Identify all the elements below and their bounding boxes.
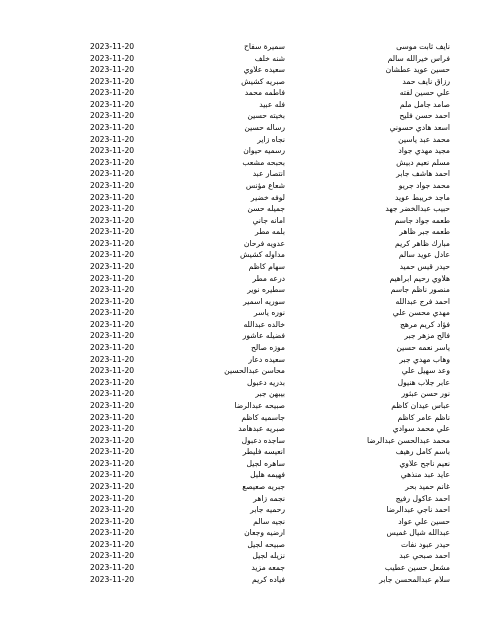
list-item [0,145,494,157]
mother-name: ارضيه وجعان [244,528,285,538]
record-date: 2023-11-20 [90,273,135,283]
mother-name: امانه جاني [252,215,285,225]
full-name: نعيم ناجح علاوي [399,458,450,468]
list-item [0,574,494,586]
mother-name: فله عبيد [259,99,285,109]
list-item [0,249,494,261]
record-date: 2023-11-20 [90,343,135,353]
list-item [0,562,494,574]
record-date: 2023-11-20 [90,308,135,318]
record-date: 2023-11-20 [90,516,135,526]
full-name: ياسر نعمه حسين [396,343,450,353]
list-item [0,192,494,204]
record-date: 2023-11-20 [90,574,135,584]
mother-name: جميله حسن [247,204,285,214]
list-item [0,481,494,493]
full-name: مبارك ظاهر كريم [395,238,450,248]
record-date: 2023-11-20 [90,285,135,295]
full-name: طعمه جواد جاسم [394,215,450,225]
full-name: منصور ناظم جاسم [390,285,450,295]
list-item [0,284,494,296]
list-item [0,458,494,470]
mother-name: صبيحه عبدالرضا [234,400,285,410]
mother-name: لوفه خضير [250,192,285,202]
full-name: غانم حميد بحر [405,481,450,491]
full-name: حبيب عبدالخضر جهد [385,204,450,214]
list-item [0,157,494,169]
full-name: اسعد هادي حسوني [389,123,450,133]
record-date: 2023-11-20 [90,76,135,86]
full-name: احمد ناجي عبدالرضا [386,505,450,515]
record-date: 2023-11-20 [90,99,135,109]
record-date: 2023-11-20 [90,366,135,376]
list-item [0,226,494,238]
list-item [0,99,494,111]
mother-name: رحميه جابر [250,505,285,515]
mother-name: فهيمه هليل [250,470,285,480]
list-item [0,296,494,308]
record-date: 2023-11-20 [90,412,135,422]
list-item [0,469,494,481]
list-item [0,493,494,505]
mother-name: سعيده دعار [248,354,285,364]
full-name: احمد هاشف جابر [396,169,450,179]
mother-name: سوريه اسمير [243,296,285,306]
full-name: علي حسين لفته [399,88,450,98]
mother-name: عدويه فرحان [243,238,285,248]
list-item [0,365,494,377]
mother-name: رسميه حيوان [243,146,285,156]
record-date: 2023-11-20 [90,65,135,75]
record-date: 2023-11-20 [90,111,135,121]
mother-name: سهام كاظم [248,261,285,271]
record-date: 2023-11-20 [90,551,135,561]
mother-name: جمعه مزيد [251,563,285,573]
mother-name: شعاع مؤنس [245,180,285,190]
list-item [0,504,494,516]
record-date: 2023-11-20 [90,42,135,51]
full-name: علي محمد سوادي [392,424,450,434]
full-name: عابر جلاب هنيول [397,377,450,387]
full-name: باسم كامل رهيف [395,447,450,457]
list-item [0,122,494,134]
record-date: 2023-11-20 [90,169,135,179]
record-date: 2023-11-20 [90,238,135,248]
mother-name: موزه صالح [250,343,285,353]
full-name: صامد جامل ملم [399,99,450,109]
full-name: وعد سهيل علي [401,366,450,376]
full-name: مشعل حسين عطيب [384,563,450,573]
record-date: 2023-11-20 [90,377,135,387]
mother-name: نزيله لجيل [252,551,285,561]
list-item [0,423,494,435]
full-name: محمد جواد جريو [398,180,450,190]
full-name: حسين علي عواد [398,516,450,526]
record-date: 2023-11-20 [90,146,135,156]
list-item [0,527,494,539]
full-name: سلام عبدالمحسن جابر [379,574,450,584]
record-date: 2023-11-20 [90,215,135,225]
record-date: 2023-11-20 [90,88,135,98]
mother-name: نجيه سالم [253,516,285,526]
record-date: 2023-11-20 [90,400,135,410]
list-item [0,203,494,215]
mother-name: محاسن عبدالحسين [224,366,285,376]
mother-name: ساهره لجيل [246,458,285,468]
record-date: 2023-11-20 [90,123,135,133]
full-name: مجيد مهدي جواد [398,146,450,156]
full-name: فراس خيرالله سالم [387,53,450,63]
list-item [0,354,494,366]
mother-name: فضيله عاشور [242,331,285,341]
full-name: فؤاد كريم مرهج [399,319,450,329]
list-item [0,516,494,528]
mother-name: بدريه دعبول [246,377,285,387]
record-date: 2023-11-20 [90,319,135,329]
record-date: 2023-11-20 [90,481,135,491]
mother-name: فياده كريم [252,574,285,584]
list-item [0,330,494,342]
list-item [0,64,494,76]
record-date: 2023-11-20 [90,192,135,202]
list-item [0,539,494,551]
records-list [0,41,494,585]
list-item [0,168,494,180]
mother-name: ساجده دعبول [241,435,285,445]
record-date: 2023-11-20 [90,261,135,271]
list-item [0,307,494,319]
mother-name: سطيره نوير [247,285,285,295]
full-name: عايد عبد منذهي [400,470,450,480]
mother-name: جبريه صعيصع [242,481,285,491]
mother-name: شنه خلف [254,53,285,63]
mother-name: سعيده علاوي [243,65,285,75]
list-item [0,273,494,285]
list-item [0,388,494,400]
mother-name: بيبهن جبر [255,389,285,399]
list-item [0,134,494,146]
record-date: 2023-11-20 [90,180,135,190]
mother-name: بحبحه مشعب [242,157,285,167]
list-item [0,215,494,227]
record-date: 2023-11-20 [90,53,135,63]
list-item [0,238,494,250]
full-name: ناظم عامر كاظم [397,412,450,422]
mother-name: انعيسه فليطر [242,447,285,457]
list-item [0,53,494,65]
mother-name: رساله حسين [244,123,285,133]
record-date: 2023-11-20 [90,528,135,538]
full-name: مهدي محسن علي [392,308,450,318]
record-date: 2023-11-20 [90,134,135,144]
full-name: مسلم نعيم دبيش [396,157,450,167]
mother-name: بلمه مطر [255,227,285,237]
full-name: احمد حسن فليح [399,111,450,121]
record-date: 2023-11-20 [90,493,135,503]
full-name: حسين عويد عطشان [385,65,450,75]
full-name: عباس عيدان كاظم [391,400,450,410]
mother-name: فاطمه محمد [244,88,285,98]
mother-name: انتصار عبد [252,169,285,179]
list-item [0,446,494,458]
list-item [0,76,494,88]
mother-name: مداوله كشيش [240,250,285,260]
record-date: 2023-11-20 [90,435,135,445]
list-item [0,400,494,412]
list-item [0,319,494,331]
full-name: عبدالله شيال غميس [386,528,450,538]
record-date: 2023-11-20 [90,389,135,399]
record-date: 2023-11-20 [90,331,135,341]
full-name: حيدر عبود نفات [400,539,450,549]
full-name: وهاب مهدي جبر [399,354,450,364]
list-item [0,412,494,424]
list-item [0,550,494,562]
mother-name: صبيحه لجيل [247,539,285,549]
full-name: حيدر قيس حميد [399,261,450,271]
list-item [0,435,494,447]
list-item [0,261,494,273]
mother-name: خالده عبدالله [243,319,285,329]
record-date: 2023-11-20 [90,157,135,167]
full-name: محمد عبد ياسين [398,134,450,144]
mother-name: صبريه كشيش [241,76,285,86]
mother-name: نجمه زاهر [253,493,285,503]
record-date: 2023-11-20 [90,227,135,237]
record-date: 2023-11-20 [90,296,135,306]
mother-name: درعه مطر [252,273,285,283]
full-name: ماجد خريبط عويد [395,192,450,202]
record-date: 2023-11-20 [90,204,135,214]
list-item [0,377,494,389]
mother-name: سميرة سفاح [243,42,285,51]
full-name: احمد فرج عبدالله [395,296,450,306]
mother-name: نوره ياسر [253,308,285,318]
list-item [0,180,494,192]
record-date: 2023-11-20 [90,458,135,468]
full-name: هلاوي رحيم ابراهيم [389,273,450,283]
full-name: نور حسن عبثور [401,389,450,399]
list-item [0,87,494,99]
record-date: 2023-11-20 [90,250,135,260]
record-date: 2023-11-20 [90,505,135,515]
mother-name: بخيته حسين [247,111,285,121]
record-date: 2023-11-20 [90,539,135,549]
mother-name: جاسميه كاظم [241,412,285,422]
full-name: احمد عاكول رفيج [395,493,450,503]
full-name: رزاق نايف حمد [402,76,450,86]
record-date: 2023-11-20 [90,447,135,457]
record-date: 2023-11-20 [90,470,135,480]
full-name: نايف ثابت موسى [396,42,450,51]
mother-name: نجاه زاير [257,134,285,144]
full-name: فالح مزهر جبر [404,331,450,341]
mother-name: صبريه عبدهامد [238,424,285,434]
full-name: احمد صبحي عبد [399,551,450,561]
full-name: عادل عويد سالم [398,250,450,260]
record-date: 2023-11-20 [90,424,135,434]
record-date: 2023-11-20 [90,563,135,573]
list-item [0,342,494,354]
full-name: محمد عبدالحسن عبدالرضا [366,435,450,445]
list-item [0,41,494,53]
list-item [0,110,494,122]
full-name: طعمه جبر ظاهر [399,227,450,237]
record-date: 2023-11-20 [90,354,135,364]
